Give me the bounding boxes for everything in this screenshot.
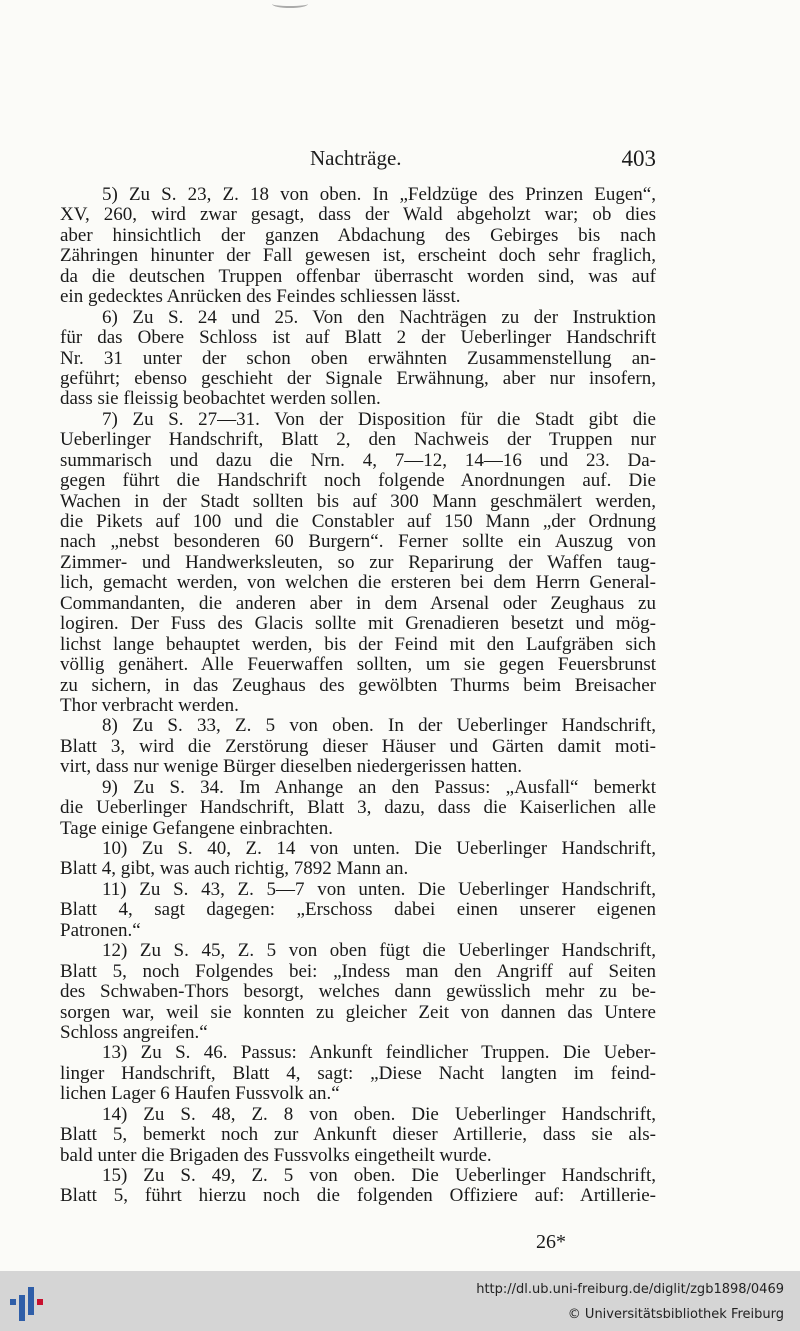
- text-line: sorgen war, weil sie konnten zu gleicher Zeit von dannen das Untere: [60, 1001, 656, 1023]
- running-title: Nachträge.: [310, 146, 402, 170]
- text-line: geführt; ebenso geschieht der Signale Erwähnung, aber nur insofern,: [60, 367, 656, 389]
- text-line: Schloss angreifen.“: [60, 1021, 208, 1043]
- text-line: 12) Zu S. 45, Z. 5 von oben fügt die Ueberlinger Handschrift,: [102, 940, 656, 962]
- text-line: Zähringen hinunter der Fall gewesen ist, erscheint doch sehr fraglich,: [60, 245, 656, 267]
- text-line: 10) Zu S. 40, Z. 14 von unten. Die Ueberlinger Handschrift,: [102, 838, 656, 859]
- footer-url-link[interactable]: http://dl.ub.uni-freiburg.de/diglit/zgb1898/0469: [476, 1282, 784, 1297]
- text-line: Tage einige Gefangene einbrachten.: [60, 817, 333, 839]
- text-line: 14) Zu S. 48, Z. 8 von oben. Die Ueberlinger Handschrift,: [102, 1103, 656, 1125]
- scan-artifact-mark: [272, 0, 308, 8]
- text-line: Ueberlinger Handschrift, Blatt 2, den Nachweis der Truppen nur: [60, 429, 656, 451]
- text-line: lichen Lager 6 Haufen Fussvolk an.“: [60, 1083, 340, 1105]
- text-line: lich, gemacht werden, von welchen die ersteren bei dem Herrn General-: [60, 572, 656, 594]
- text-line: 13) Zu S. 46. Passus: Ankunft feindlicher Truppen. Die Ueber-: [102, 1042, 656, 1064]
- page-number: 403: [621, 146, 656, 171]
- text-line: dass sie fleissig beobachtet werden sollen.: [60, 388, 381, 410]
- text-line: Blatt 4, gibt, was auch richtig, 7892 Mann an.: [60, 858, 409, 880]
- text-line: XV, 260, wird zwar gesagt, dass der Wald abgeholzt war; ob dies: [60, 204, 656, 226]
- text-line: Wachen in der Stadt sollten bis auf 300 Mann geschmälert werden,: [60, 490, 656, 512]
- text-line: Blatt 5, führt hierzu noch die folgenden Offiziere auf: Artillerie-: [60, 1185, 656, 1207]
- text-line: 15) Zu S. 49, Z. 5 von oben. Die Ueberlinger Handschrift,: [102, 1165, 656, 1186]
- text-line: die Ueberlinger Handschrift, Blatt 3, dazu, dass die Kaiserlichen alle: [60, 797, 656, 819]
- text-line: Thor verbracht werden.: [60, 694, 239, 716]
- text-line: Blatt 4, sagt dagegen: „Erschoss dabei einen unserer eigenen: [60, 899, 656, 921]
- text-line: virt, dass nur wenige Bürger dieselben niedergerissen hatten.: [60, 756, 523, 778]
- text-line: 8) Zu S. 33, Z. 5 von oben. In der Ueberlinger Handschrift,: [102, 715, 656, 737]
- text-line: linger Handschrift, Blatt 4, sagt: „Diese Nacht langten im feind-: [60, 1062, 656, 1084]
- text-line: 7) Zu S. 27—31. Von der Disposition für die Stadt gibt die: [102, 408, 656, 430]
- text-line: Blatt 5, noch Folgendes bei: „Indess man den Angriff auf Seiten: [60, 960, 656, 982]
- text-line: aber hinsichtlich der ganzen Abdachung des Gebirges bis nach: [60, 224, 656, 246]
- text-line: nach „nebst besonderen 60 Burgern“. Ferner sollte ein Auszug von: [60, 531, 656, 553]
- text-line: Blatt 3, wird die Zerstörung dieser Häuser und Gärten damit moti-: [60, 735, 656, 757]
- text-line: summarisch und dazu die Nrn. 4, 7—12, 14—16 und 23. Da-: [60, 449, 656, 471]
- ub-freiburg-logo-icon: [10, 1285, 50, 1321]
- text-line: die Pikets auf 100 und die Constabler auf 150 Mann „der Ordnung: [60, 511, 656, 532]
- text-line: ein gedecktes Anrücken des Feindes schliessen lässt.: [60, 286, 461, 308]
- text-line: des Schwaben-Thors besorgt, welches dann gewüsslich mehr zu be-: [60, 981, 656, 1003]
- text-line: logiren. Der Fuss des Glacis sollte mit Grenadieren besetzt und mög-: [60, 613, 656, 635]
- text-line: zu sichern, in das Zeughaus des gewölbten Thurms beim Breisacher: [60, 674, 656, 696]
- text-line: Commandanten, die anderen aber in dem Arsenal oder Zeughaus zu: [60, 592, 656, 614]
- text-line: Patronen.“: [60, 919, 141, 941]
- text-line: Blatt 5, bemerkt noch zur Ankunft dieser Artillerie, dass sie als-: [60, 1124, 656, 1146]
- text-line: völlig genähert. Alle Feuerwaffen sollten, um sie gegen Feuersbrunst: [60, 654, 656, 676]
- signature-mark: 26*: [536, 1231, 566, 1253]
- footer-bar: [0, 1271, 800, 1331]
- body-text: [60, 185, 656, 1207]
- footer-copyright: © Universitätsbibliothek Freiburg: [567, 1307, 784, 1322]
- text-line: 9) Zu S. 34. Im Anhange an den Passus: „Ausfall“ bemerkt: [102, 776, 656, 798]
- text-line: 6) Zu S. 24 und 25. Von den Nachträgen zu der Instruktion: [102, 306, 656, 328]
- text-line: für das Obere Schloss ist auf Blatt 2 der Ueberlinger Handschrift: [60, 327, 656, 349]
- text-line: 5) Zu S. 23, Z. 18 von oben. In „Feldzüge des Prinzen Eugen“,: [102, 184, 656, 205]
- text-line: lichst lange behauptet werden, bis der Feind mit den Laufgräben sich: [60, 633, 656, 655]
- text-line: bald unter die Brigaden des Fussvolks eingetheilt wurde.: [60, 1144, 492, 1166]
- text-line: da die deutschen Truppen offenbar überrascht worden sind, was auf: [60, 265, 656, 287]
- text-line: 11) Zu S. 43, Z. 5—7 von unten. Die Ueberlinger Handschrift,: [102, 878, 656, 900]
- text-line: Zimmer- und Handwerksleuten, so zur Reparirung der Waffen taug-: [60, 551, 656, 573]
- text-line: gegen führt die Handschrift noch folgende Anordnungen auf. Die: [60, 470, 656, 492]
- running-header: [60, 146, 656, 172]
- text-line: Nr. 31 unter der schon oben erwähnten Zusammenstellung an-: [60, 347, 656, 369]
